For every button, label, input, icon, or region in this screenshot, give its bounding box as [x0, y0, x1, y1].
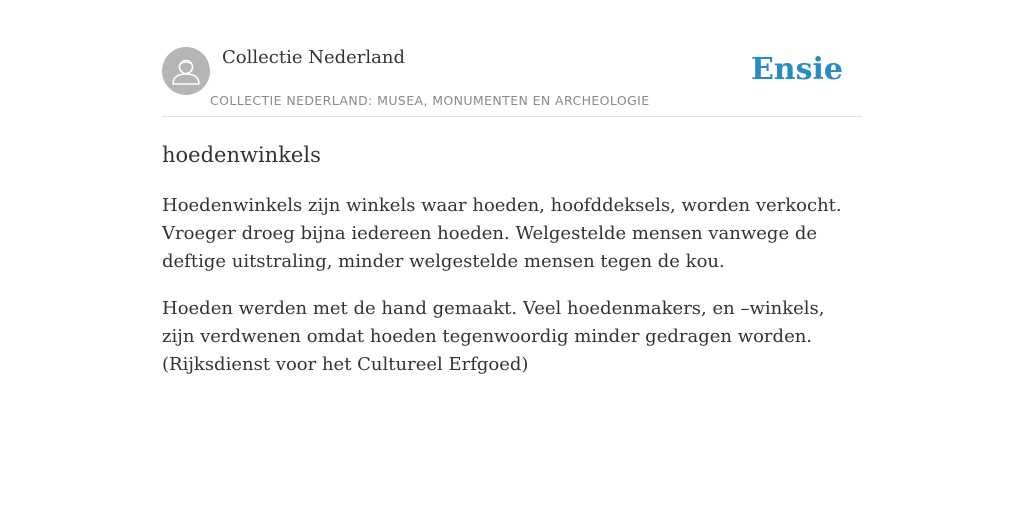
article-paragraph-2: Hoeden werden met de hand gemaakt. Veel hoedenmakers, en –winkels, zijn verdwenen omdat hoeden tegenwoordig minder gedragen worden. (Rijksdienst voor het Cultureel Erfgoed) [162, 298, 825, 375]
page-title: hoedenwinkels [162, 143, 321, 167]
author-subtitle: COLLECTIE NEDERLAND: MUSEA, MONUMENTEN EN ARCHEOLOGIE [210, 93, 650, 108]
author-avatar[interactable] [162, 47, 210, 95]
article-paragraph-1: Hoedenwinkels zijn winkels waar hoeden, hoofddeksels, worden verkocht. Vroeger droeg bijna iedereen hoeden. Welgestelde mensen vanwege de deftige uitstraling, minder welgestelde mensen tegen de kou. [162, 195, 842, 272]
user-silhouette-icon [162, 47, 210, 95]
article-header [162, 0, 862, 117]
author-name[interactable]: Collectie Nederland [222, 47, 406, 68]
article-body [162, 192, 862, 398]
article-card [162, 0, 862, 512]
ensie-logo[interactable]: Ensie [750, 52, 843, 87]
